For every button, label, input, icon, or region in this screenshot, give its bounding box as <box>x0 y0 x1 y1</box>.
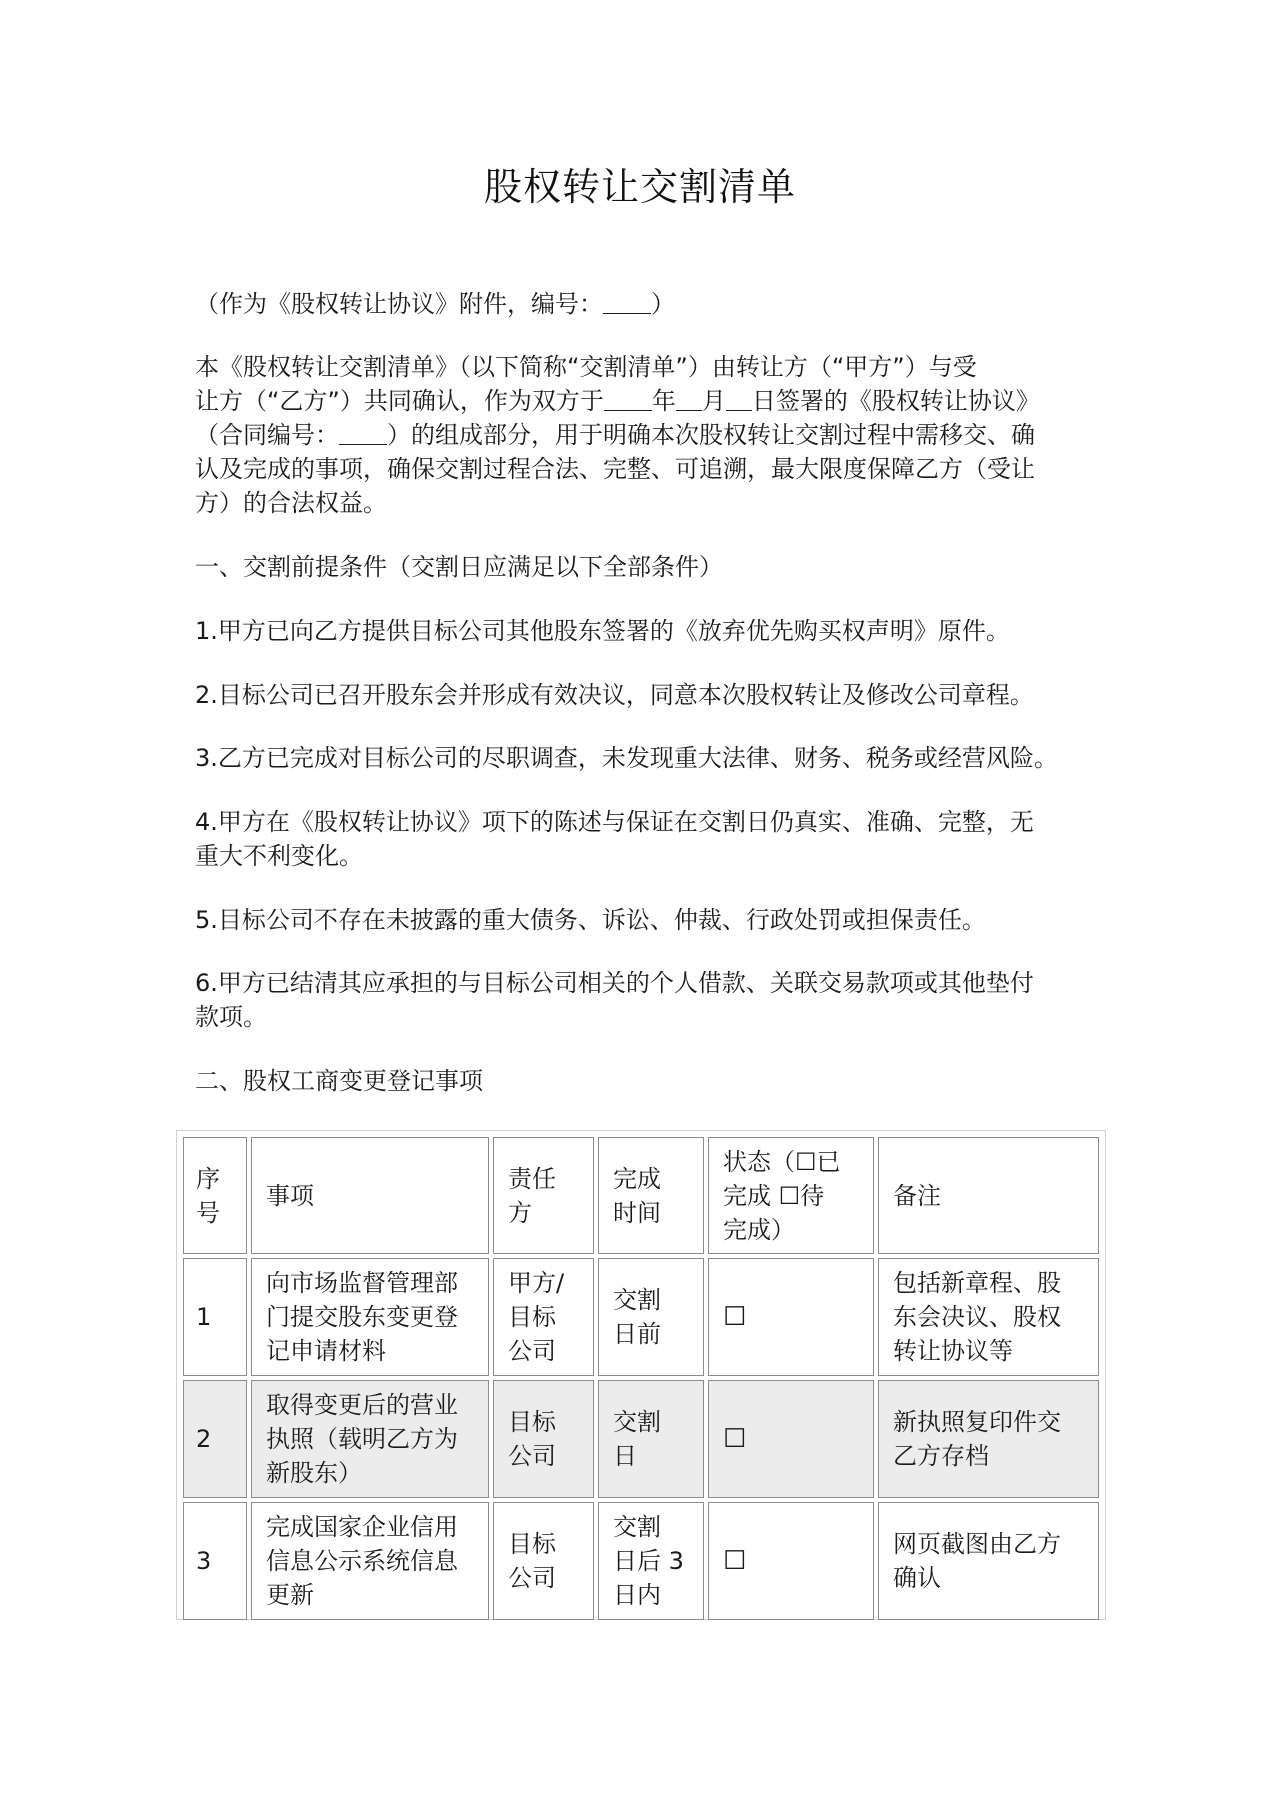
document-title: 股权转让交割清单 <box>483 165 796 209</box>
row-party: 甲方/ 目标 公司 <box>493 1258 594 1376</box>
row-seq: 3 <box>183 1502 247 1620</box>
row-time: 交割 日前 <box>598 1258 704 1376</box>
condition-item-2: 2.目标公司已召开股东会并形成有效决议，同意本次股权转让及修改公司章程。 <box>195 681 1034 709</box>
condition-item-1: 1.甲方已向乙方提供目标公司其他股东签署的《放弃优先购买权声明》原件。 <box>195 617 1010 645</box>
intro-line: 方）的合法权益。 <box>195 489 387 517</box>
date-blank-day <box>726 388 752 411</box>
row-item: 取得变更后的营业 执照（载明乙方为 新股东） <box>251 1380 489 1498</box>
registration-table <box>176 1130 1106 1620</box>
row-status <box>708 1502 874 1620</box>
status-checkbox[interactable]: ☐ <box>723 1302 747 1332</box>
table-row <box>183 1380 1099 1498</box>
condition-item-5: 5.目标公司不存在未披露的重大债务、诉讼、仲裁、行政处罚或担保责任。 <box>195 906 986 934</box>
condition-item-3: 3.乙方已完成对目标公司的尽职调查，未发现重大法律、财务、税务或经营风险。 <box>195 744 1058 772</box>
row-item: 完成国家企业信用 信息公示系统信息 更新 <box>251 1502 489 1620</box>
date-blank-month <box>676 388 702 411</box>
date-blank-year <box>604 388 652 411</box>
table-row <box>183 1258 1099 1376</box>
section2-heading: 二、股权工商变更登记事项 <box>195 1067 483 1095</box>
header-item: 事项 <box>251 1137 489 1254</box>
attachment-note-text: （作为《股权转让协议》附件，编号： <box>195 290 603 318</box>
section1-heading: 一、交割前提条件（交割日应满足以下全部条件） <box>195 553 723 581</box>
status-checkbox[interactable]: ☐ <box>723 1424 747 1454</box>
attachment-note <box>195 287 1095 321</box>
row-party: 目标 公司 <box>493 1502 594 1620</box>
header-party: 责任 方 <box>493 1137 594 1254</box>
table-header-row <box>183 1137 1099 1254</box>
header-status: 状态（☐已 完成 ☐待 完成） <box>708 1137 874 1254</box>
intro-line: （合同编号： ）的组成部分，用于明确本次股权转让交割过程中需移交、确 <box>195 421 1035 449</box>
intro-line: 让方（“乙方”）共同确认，作为双方于 年 月 日签署的《股权转让协议》 <box>195 387 1040 415</box>
status-checkbox[interactable]: ☐ <box>723 1546 747 1576</box>
intro-paragraph <box>195 350 1095 520</box>
number-blank <box>603 291 651 314</box>
row-status <box>708 1380 874 1498</box>
intro-line: 本《股权转让交割清单》（以下简称“交割清单”）由转让方（“甲方”）与受 <box>195 353 977 381</box>
header-note: 备注 <box>878 1137 1099 1254</box>
contract-number-blank <box>339 422 387 445</box>
row-seq: 1 <box>183 1258 247 1376</box>
row-status <box>708 1258 874 1376</box>
header-time: 完成 时间 <box>598 1137 704 1254</box>
row-note: 网页截图由乙方 确认 <box>878 1502 1099 1620</box>
header-seq: 序 号 <box>183 1137 247 1254</box>
row-seq: 2 <box>183 1380 247 1498</box>
attachment-note-close: ） <box>651 290 675 318</box>
row-item: 向市场监督管理部 门提交股东变更登 记申请材料 <box>251 1258 489 1376</box>
condition-item-4: 4.甲方在《股权转让协议》项下的陈述与保证在交割日仍真实、准确、完整，无 重大不利变化。 <box>195 808 1034 870</box>
row-time: 交割 日 <box>598 1380 704 1498</box>
intro-line: 认及完成的事项，确保交割过程合法、完整、可追溯，最大限度保障乙方（受让 <box>195 455 1035 483</box>
table-row <box>183 1502 1099 1620</box>
row-party: 目标 公司 <box>493 1380 594 1498</box>
condition-item-6: 6.甲方已结清其应承担的与目标公司相关的个人借款、关联交易款项或其他垫付 款项。 <box>195 969 1034 1031</box>
row-note: 新执照复印件交 乙方存档 <box>878 1380 1099 1498</box>
row-time: 交割 日后 3 日内 <box>598 1502 704 1620</box>
row-note: 包括新章程、股 东会决议、股权 转让协议等 <box>878 1258 1099 1376</box>
